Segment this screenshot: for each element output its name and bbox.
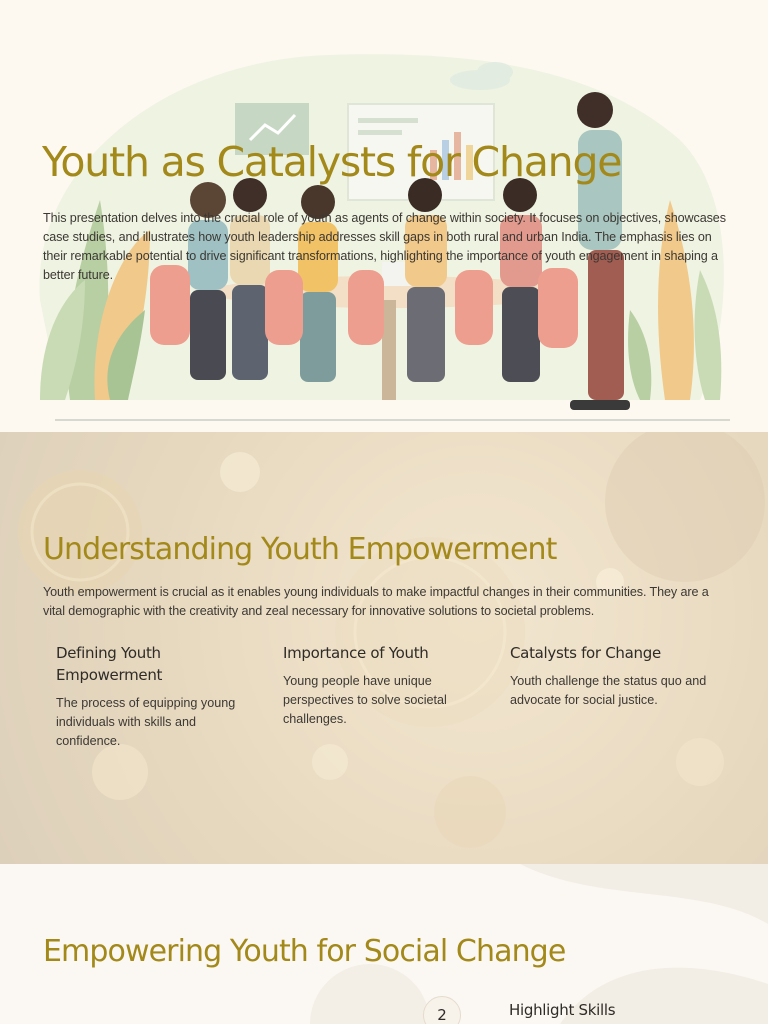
slide-understanding-empowerment xyxy=(0,432,768,864)
slide-youth-catalysts xyxy=(0,0,768,432)
page-title: Youth as Catalysts for Change xyxy=(42,138,622,186)
card-catalysts-for-change xyxy=(510,642,710,710)
intro-paragraph: This presentation delves into the crucial role of youth as agents of change within society. It focuses on objectives, showcases case studies, and illustrates how youth leadership addresses skill gaps in both rural and urban India. The emphasis lies on their remarkable potential to drive significant transformations, highlighting the importance of youth engagement in shaping a better future. xyxy=(43,211,726,282)
card-title: Importance of Youth xyxy=(283,644,429,662)
card-defining-youth-empowerment xyxy=(56,642,256,751)
card-title: Defining Youth Empowerment xyxy=(56,644,163,684)
card-title: Catalysts for Change xyxy=(510,644,661,662)
section-lead: Youth empowerment is crucial as it enables young individuals to make impactful changes in their communities. They are a vital demographic with the creativity and zeal necessary for innovative solutions to societal problems. xyxy=(43,585,709,618)
step-number-badge: 2 xyxy=(423,996,461,1024)
section-title: Understanding Youth Empowerment xyxy=(43,532,557,567)
card-body: Youth challenge the status quo and advocate for social justice. xyxy=(510,674,707,707)
slide-empowering-social-change xyxy=(0,864,768,1024)
card-body: Young people have unique perspectives to solve societal challenges. xyxy=(283,674,447,726)
section-title: Empowering Youth for Social Change xyxy=(43,934,566,969)
card-body: The process of equipping young individuals with skills and confidence. xyxy=(56,696,236,748)
step-label: Highlight Skills xyxy=(509,1001,616,1019)
card-importance-of-youth xyxy=(283,642,483,729)
